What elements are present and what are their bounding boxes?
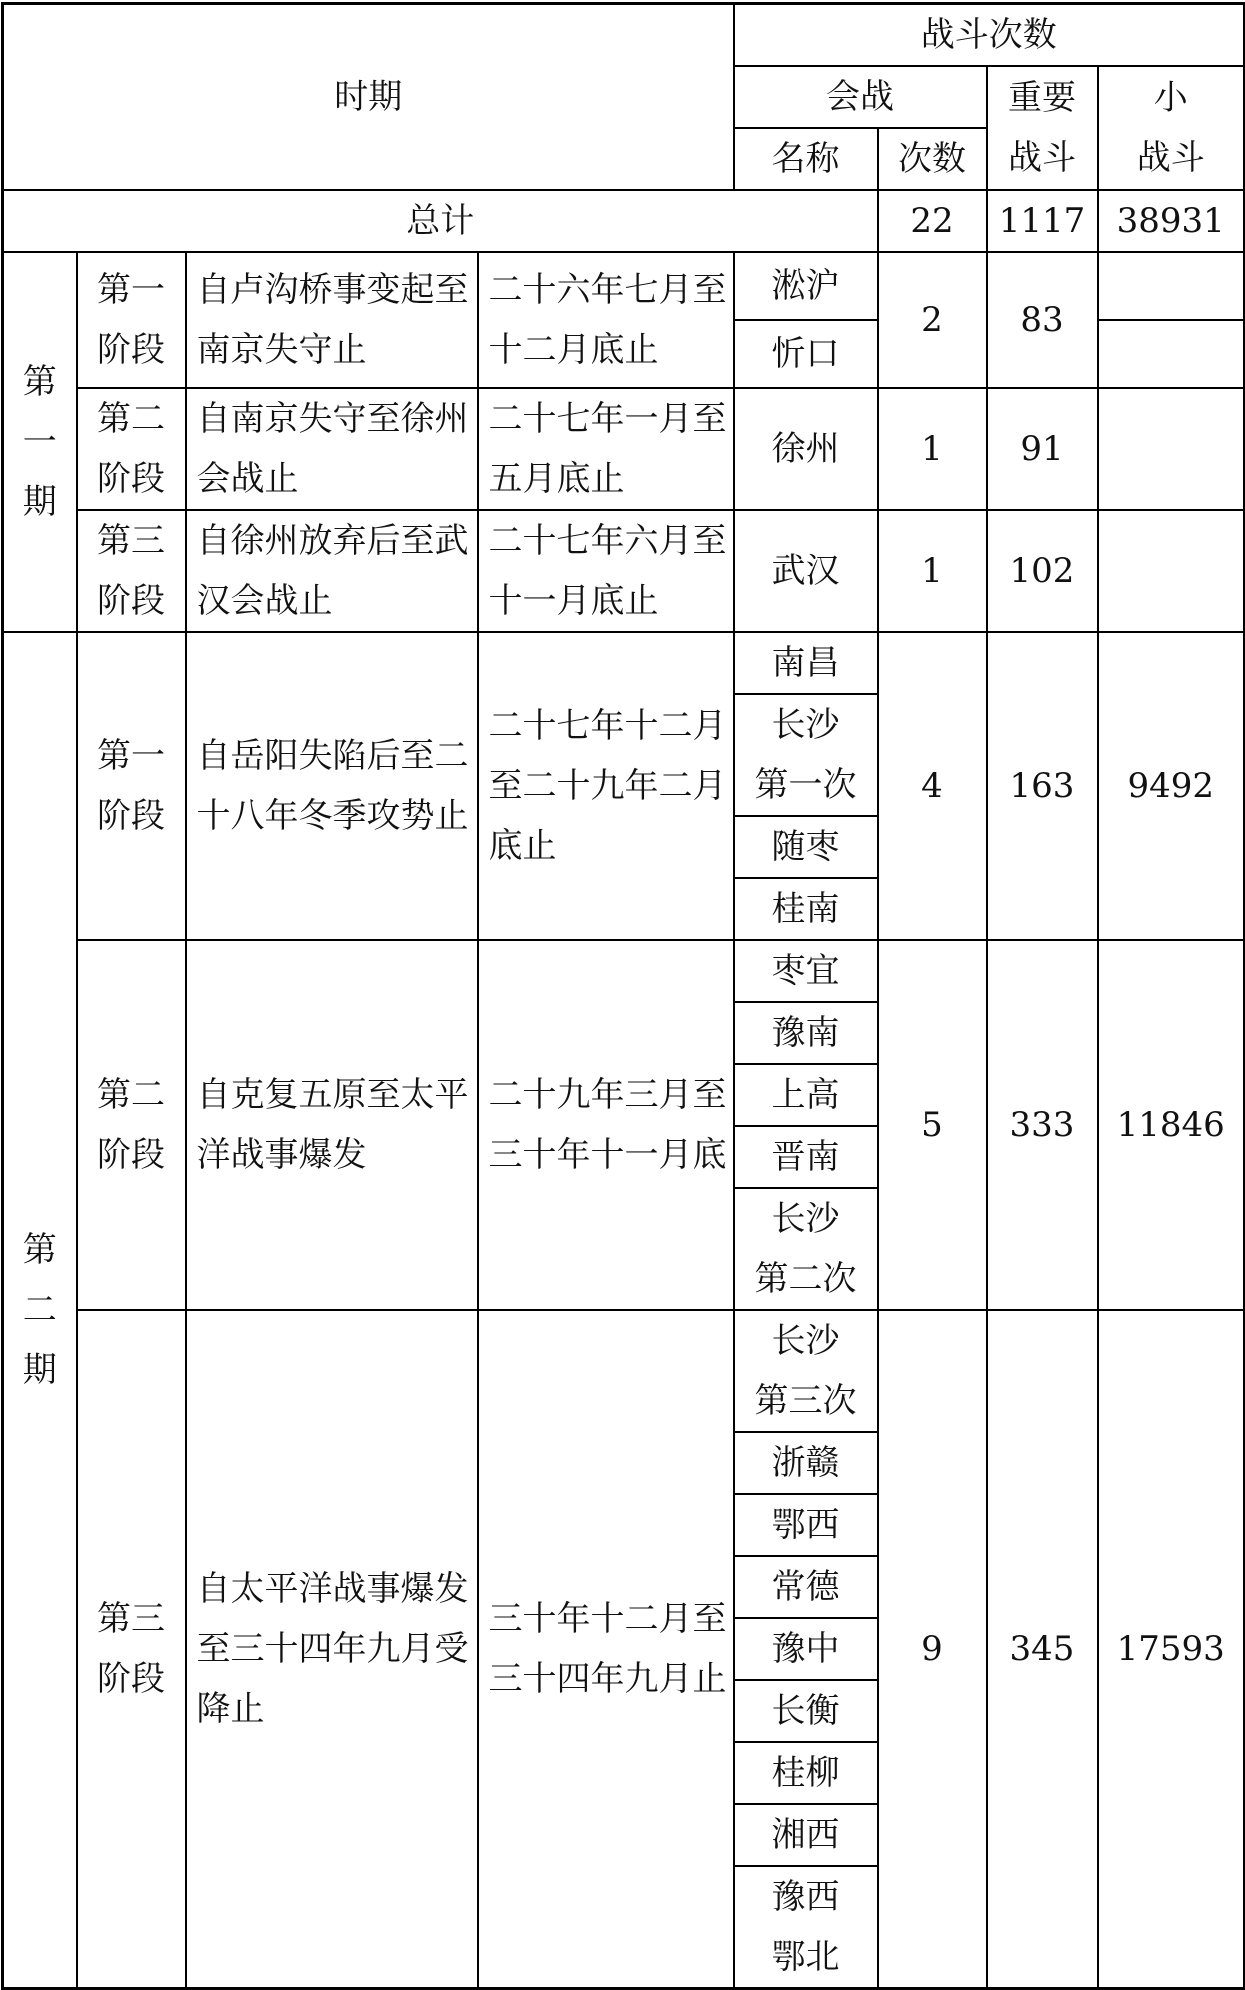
major-battle-count: 83 [987,252,1098,388]
campaign-count: 1 [878,388,987,510]
campaign-name-line: 常德 [771,1567,840,1607]
stage-description: 自克复五原至太平洋战事爆发 [186,940,478,1310]
campaign-name-line: 豫西 [771,1877,840,1917]
campaign-count: 1 [878,510,987,632]
campaign-name-line: 豫南 [771,1013,840,1053]
campaign-name [734,1866,878,1989]
minor-battle-count: 17593 [1098,1310,1245,1989]
campaign-name-line: 桂柳 [771,1753,840,1793]
total-major: 1117 [987,190,1098,252]
campaign-name-line: 第二次 [754,1259,857,1299]
campaign-count: 5 [878,940,987,1310]
major-battle-count: 345 [987,1310,1098,1989]
campaign-name-line: 长沙 [771,1321,840,1361]
stage-description: 自太平洋战事爆发至三十四年九月受降止 [186,1310,478,1989]
stage-dates: 二十七年十二月至二十九年二月底止 [478,632,734,940]
major-battle-count: 102 [987,510,1098,632]
campaign-name-line: 徐州 [771,429,840,469]
campaign-name [734,252,878,320]
campaign-name [734,1556,878,1618]
header-minor-line: 小 [1153,78,1188,118]
campaign-name-line: 豫中 [771,1629,840,1669]
minor-battle-count: 9492 [1098,632,1245,940]
minor-battle-count [1098,320,1245,388]
stage-label: 第二阶段 [77,940,186,1310]
campaign-name [734,1432,878,1494]
campaign-name-line: 浙赣 [771,1443,840,1483]
campaign-name-line: 第一次 [754,765,857,805]
header-major-battles [987,66,1098,190]
minor-battle-count [1098,252,1245,320]
campaign-name-line: 淞沪 [771,266,840,306]
stage-label: 第一阶段 [77,632,186,940]
campaign-name-line: 枣宜 [771,951,840,991]
campaign-name-line: 南昌 [771,643,840,683]
campaign-name [734,1618,878,1680]
campaign-name [734,1742,878,1804]
stage-description: 自卢沟桥事变起至南京失守止 [186,252,478,388]
campaign-name-line: 桂南 [771,889,840,929]
campaign-name-line: 忻口 [771,334,840,374]
header-campaign: 会战 [734,66,987,128]
stage-description: 自南京失守至徐州会战止 [186,388,478,510]
header-battle-count: 战斗次数 [734,4,1245,67]
stage-label: 第一阶段 [77,252,186,388]
header-times: 次数 [878,128,987,190]
stage-dates: 二十六年七月至十二月底止 [478,252,734,388]
campaign-name [734,632,878,694]
campaign-name [734,1126,878,1188]
campaign-name-line: 第三次 [754,1381,857,1421]
campaign-count: 2 [878,252,987,388]
campaign-name-line: 湘西 [771,1815,840,1855]
campaign-name-line: 长沙 [771,1199,840,1239]
table-row [3,252,1245,320]
campaign-name-line: 晋南 [771,1137,840,1177]
minor-battle-count: 11846 [1098,940,1245,1310]
stage-dates: 二十七年六月至十一月底止 [478,510,734,632]
campaign-name-line: 上高 [771,1075,840,1115]
campaign-name-line: 鄂西 [771,1505,840,1545]
phase-label: 第二期 [3,632,77,1989]
major-battle-count: 163 [987,632,1098,940]
table-row [3,510,1245,632]
table-row [3,1310,1245,1432]
campaign-name [734,1680,878,1742]
stage-dates: 二十七年一月至五月底止 [478,388,734,510]
campaign-name [734,388,878,510]
stage-description: 自徐州放弃后至武汉会战止 [186,510,478,632]
minor-battle-count [1098,510,1245,632]
campaign-name [734,878,878,940]
stage-description: 自岳阳失陷后至二十八年冬季攻势止 [186,632,478,940]
campaign-name [734,940,878,1002]
campaign-name [734,320,878,388]
stage-label: 第二阶段 [77,388,186,510]
stage-dates: 三十年十二月至三十四年九月止 [478,1310,734,1989]
campaign-name-line: 鄂北 [771,1937,840,1977]
major-battle-count: 91 [987,388,1098,510]
campaign-name [734,1310,878,1432]
table-row [3,388,1245,510]
minor-battle-count [1098,388,1245,510]
campaign-name [734,694,878,816]
total-label: 总计 [3,190,878,252]
header-major-line: 重要 [1008,78,1076,118]
campaign-name [734,1002,878,1064]
campaign-name [734,1494,878,1556]
header-name: 名称 [734,128,878,190]
campaign-count: 9 [878,1310,987,1989]
phase-label: 第一期 [3,252,77,632]
campaign-name-line: 长沙 [771,705,840,745]
campaign-name-line: 随枣 [771,827,840,867]
header-major-line: 战斗 [1008,138,1076,178]
total-campaigns: 22 [878,190,987,252]
campaign-name [734,1064,878,1126]
campaign-name-line: 长衡 [771,1691,840,1731]
stage-dates: 二十九年三月至三十年十一月底 [478,940,734,1310]
campaign-name [734,510,878,632]
table-row [3,632,1245,694]
battle-statistics-table [1,2,1245,1990]
header-minor-battles [1098,66,1245,190]
stage-label: 第三阶段 [77,510,186,632]
campaign-count: 4 [878,632,987,940]
header-minor-line: 战斗 [1136,138,1205,178]
header-period: 时期 [3,4,734,191]
major-battle-count: 333 [987,940,1098,1310]
campaign-name [734,816,878,878]
table-row [3,940,1245,1002]
stage-label: 第三阶段 [77,1310,186,1989]
campaign-name-line: 武汉 [771,551,840,591]
total-minor: 38931 [1098,190,1245,252]
campaign-name [734,1804,878,1866]
campaign-name [734,1188,878,1310]
